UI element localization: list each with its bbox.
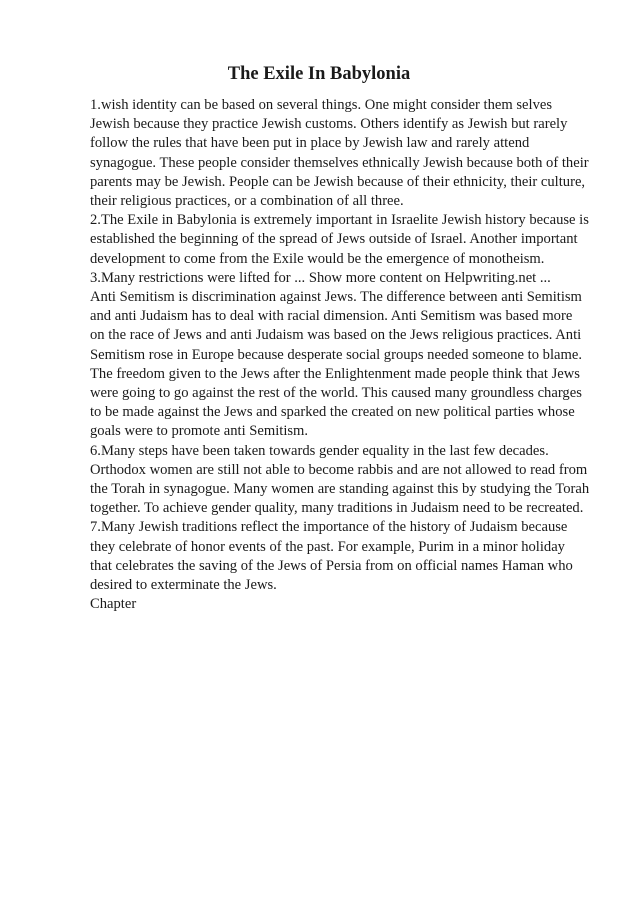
body-line: The freedom given to the Jews after the Enlightenment made people think that Jews xyxy=(90,365,580,382)
body-line: desired to exterminate the Jews. xyxy=(90,577,277,594)
body-line: established the beginning of the spread of Jews outside of Israel. Another important xyxy=(90,231,578,248)
body-line: the Torah in synagogue. Many women are standing against this by studying the Torah xyxy=(90,481,590,498)
body-line: development to come from the Exile would be the emergence of monotheism. xyxy=(90,250,545,267)
body-line: were going to go against the rest of the world. This caused many groundless charges xyxy=(90,385,582,402)
body-line: Orthodox women are still not able to become rabbis and are not allowed to read from xyxy=(90,461,588,478)
body-line: they celebrate of honor events of the past. For example, Purim in a minor holiday xyxy=(90,538,565,555)
body-line: Jewish because they practice Jewish customs. Others identify as Jewish but rarely xyxy=(90,116,568,133)
document-body xyxy=(90,96,600,614)
body-line: synagogue. These people consider themselves ethnically Jewish because both of their xyxy=(90,154,589,171)
document-title: The Exile In Babylonia xyxy=(227,64,411,84)
body-line: their religious practices, or a combination of all three. xyxy=(90,193,404,210)
body-line: 7.Many Jewish traditions reflect the importance of the history of Judaism because xyxy=(90,519,568,536)
body-line: Chapter xyxy=(90,596,137,613)
body-line: and anti Judaism has to deal with racial dimension. Anti Semitism was based more xyxy=(90,308,573,325)
body-line: that celebrates the saving of the Jews of Persia from on official names Haman who xyxy=(90,557,573,574)
body-line: on the race of Jews and anti Judaism was based on the Jews religious practices. Anti xyxy=(90,327,582,344)
body-line: parents may be Jewish. People can be Jewish because of their ethnicity, their culture, xyxy=(90,173,586,190)
body-line: 6.Many steps have been taken towards gender equality in the last few decades. xyxy=(90,442,549,459)
body-line: 1.wish identity can be based on several things. One might consider them selves xyxy=(90,97,553,113)
body-line: to be made against the Jews and sparked the created on new political parties whose xyxy=(90,404,575,421)
body-line: Anti Semitism is discrimination against Jews. The difference between anti Semitism xyxy=(90,289,582,306)
body-line: follow the rules that have been put in place by Jewish law and rarely attend xyxy=(90,135,530,152)
body-line: together. To achieve gender quality, many traditions in Judaism need to be recreated. xyxy=(90,500,584,517)
body-line: 2.The Exile in Babylonia is extremely important in Israelite Jewish history because is xyxy=(90,212,589,229)
body-line: goals were to promote anti Semitism. xyxy=(90,423,309,440)
body-line: 3.Many restrictions were lifted for ... Show more content on Helpwriting.net ... xyxy=(90,269,551,286)
body-line: Semitism rose in Europe because desperate social groups needed someone to blame. xyxy=(90,346,582,363)
